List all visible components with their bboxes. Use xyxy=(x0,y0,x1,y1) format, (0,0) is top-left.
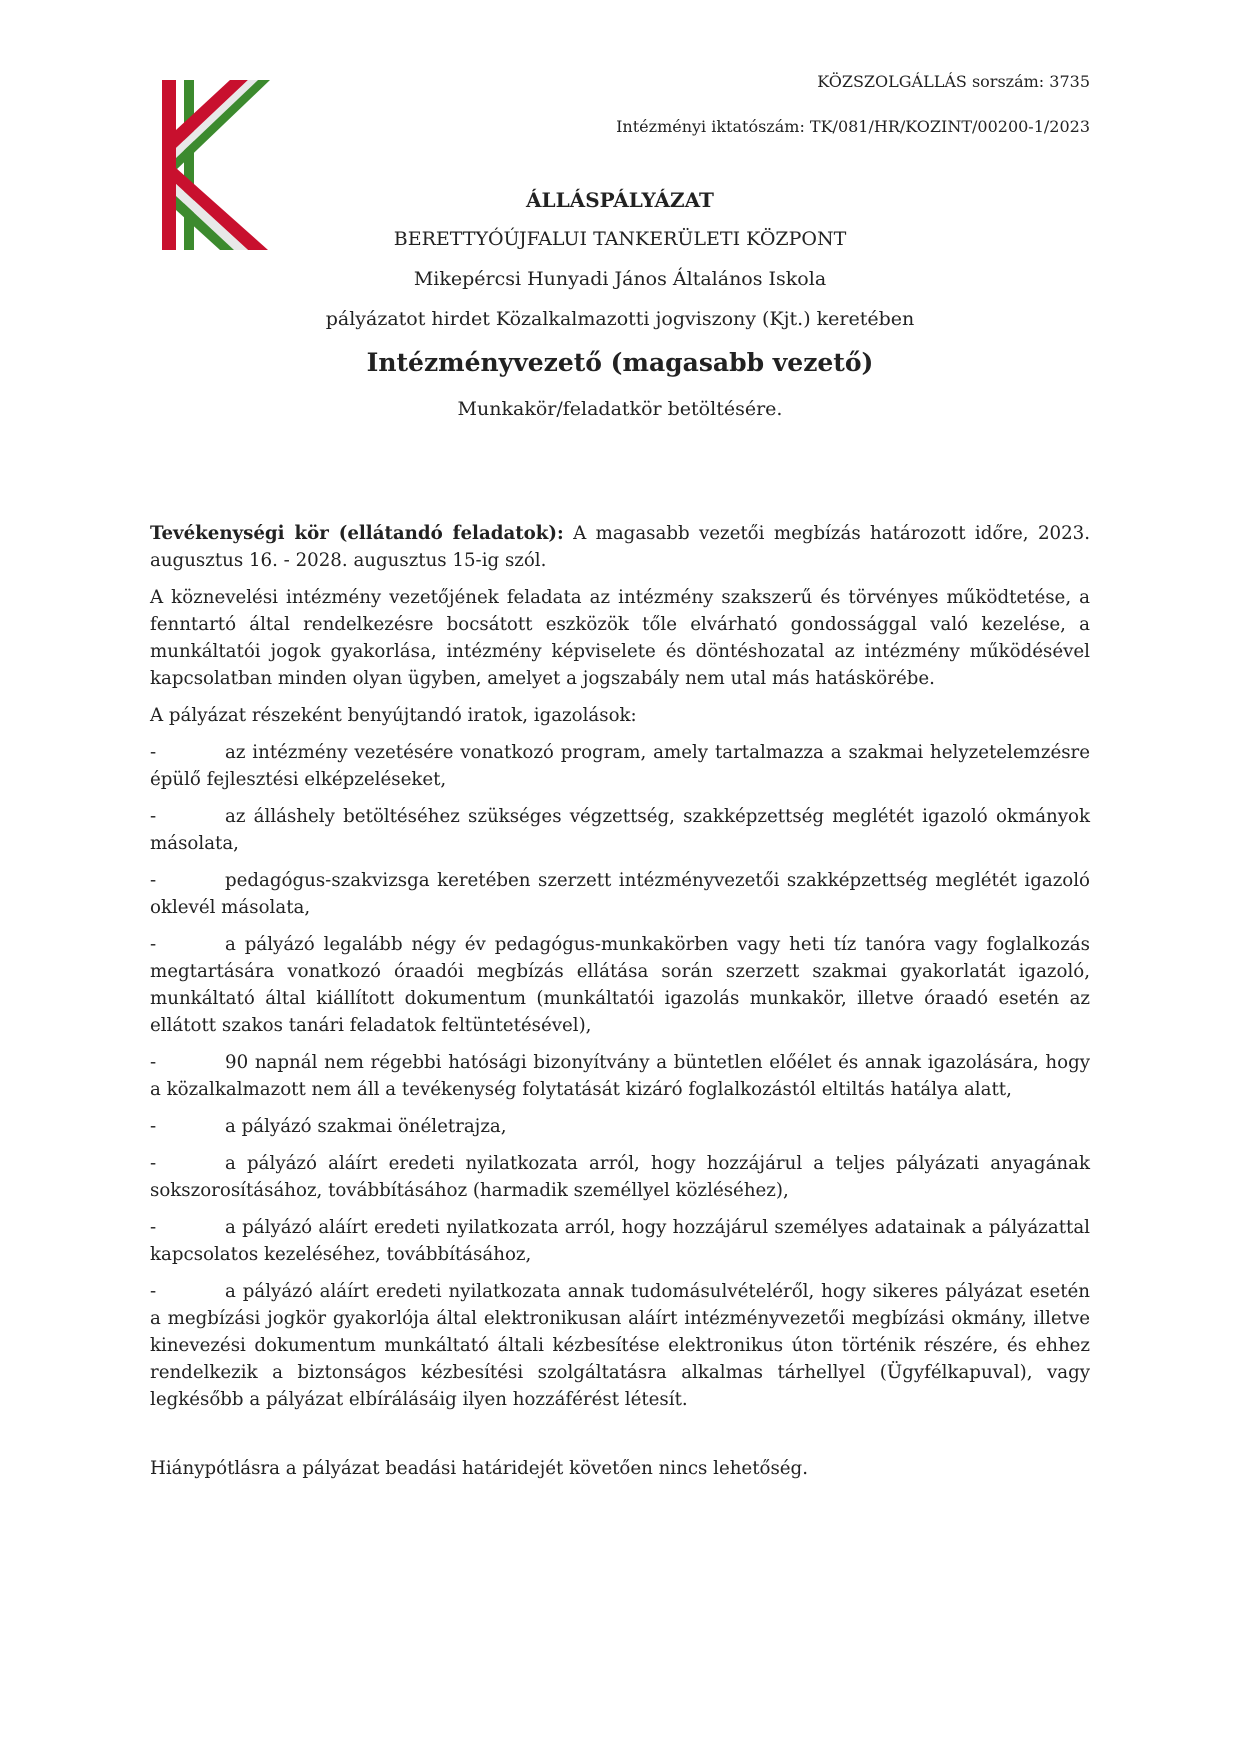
documents-intro: A pályázat részeként benyújtandó iratok, igazolások: xyxy=(150,705,637,726)
scope-text: A magasabb vezetői megbízás határozott időre, 2023. augusztus 16. - 2028. augusztus 15-ig szól. xyxy=(150,523,1091,571)
closing-note: Hiánypótlásra a pályázat beadási határidejét követően nincs lehetőség. xyxy=(150,1458,808,1479)
document-item xyxy=(150,739,1090,793)
document-item xyxy=(150,1049,1090,1103)
document-item xyxy=(150,1214,1090,1268)
position-subtitle: Munkakör/feladatkör betöltésére. xyxy=(457,398,783,420)
list-dash: - xyxy=(150,1217,157,1238)
institution-reference: Intézményi iktatószám: TK/081/HR/KOZINT/00200-1/2023 xyxy=(616,117,1090,136)
announcement-line: pályázatot hirdet Közalkalmazotti jogviszony (Kjt.) keretében xyxy=(325,308,915,330)
document-item-text: 90 napnál nem régebbi hatósági bizonyítvány a büntetlen előélet és annak igazolására, hogy a közalkalmazott nem áll a tevékenység folytatását kizáró foglalkozástól eltiltás hatálya alatt, xyxy=(150,1052,1090,1100)
scope-paragraph xyxy=(150,520,1090,574)
list-dash: - xyxy=(150,1052,157,1073)
document-title: ÁLLÁSPÁLYÁZAT xyxy=(526,188,714,212)
list-dash: - xyxy=(150,1116,157,1137)
organization-name: BERETTYÓÚJFALUI TANKERÜLETI KÖZPONT xyxy=(393,228,847,250)
scope-label: Tevékenységi kör (ellátandó feladatok): xyxy=(150,523,564,544)
tankerulet-k-logo-icon xyxy=(150,80,270,250)
document-item xyxy=(150,1150,1090,1204)
document-item-text: az intézmény vezetésére vonatkozó program, amely tartalmazza a szakmai helyzetelemzésre épülő fejlesztési elképzeléseket, xyxy=(150,742,1090,790)
document-body xyxy=(150,520,1090,1492)
document-item xyxy=(150,1278,1090,1413)
list-dash: - xyxy=(150,742,157,763)
list-dash: - xyxy=(150,934,157,955)
document-item-text: a pályázó aláírt eredeti nyilatkozata arról, hogy hozzájárul személyes adatainak a pályázattal kapcsolatos kezeléséhez, továbbításához, xyxy=(150,1217,1090,1265)
document-item-text: az álláshely betöltéséhez szükséges végzettség, szakképzettség meglétét igazoló okmányok másolata, xyxy=(150,806,1090,854)
position-title: Intézményvezető (magasabb vezető) xyxy=(366,348,874,377)
list-dash: - xyxy=(150,806,157,827)
service-number: KÖZSZOLGÁLLÁS sorszám: 3735 xyxy=(817,72,1090,91)
document-item xyxy=(150,931,1090,1039)
document-item-text: a pályázó szakmai önéletrajza, xyxy=(225,1116,507,1137)
document-item-text: a pályázó aláírt eredeti nyilatkozata arról, hogy hozzájárul a teljes pályázati anyagának sokszorosításához, továbbításához (harmadik személlyel közléséhez), xyxy=(150,1153,1090,1201)
duties-paragraph: A köznevelési intézmény vezetőjének feladata az intézmény szakszerű és törvényes működtetése, a fenntartó által rendelkezésre bocsátott eszközök tőle elvárható gondossággal való kezelése, a munkáltatói jogok gyakorlása, intézmény képviselete és döntéshozatal az intézmény működésével kapcsolatban minden olyan ügyben, amelyet a jogszabály nem utal más hatáskörébe. xyxy=(150,587,1090,689)
document-item xyxy=(150,867,1090,921)
list-dash: - xyxy=(150,1153,157,1174)
document-item-text: a pályázó aláírt eredeti nyilatkozata annak tudomásulvételéről, hogy sikeres pályázat esetén a megbízási jogkör gyakorlója által elektronikusan aláírt intézményvezetői megbízási okmány, illetve kinevezési dokumentum munkáltató általi kézbesítése elektronikus úton történik részére, és ehhez rendelkezik a biztonságos kézbesítési szolgáltatásra alkalmas tárhellyel (Ügyfélkapuval), vagy legkésőbb a pályázat elbírálásáig ilyen hozzáférést létesít. xyxy=(150,1281,1090,1410)
document-item xyxy=(150,803,1090,857)
list-dash: - xyxy=(150,870,157,891)
document-item-text: a pályázó legalább négy év pedagógus-munkakörben vagy heti tíz tanóra vagy foglalkozás megtartására vonatkozó óraadói megbízás ellátása során szerzett szakmai gyakorlatát igazoló, munkáltató által kiállított dokumentum (munkáltatói igazolás munkakör, illetve óraadó esetén az ellátott szakos tanári feladatok feltüntetésével), xyxy=(150,934,1090,1036)
document-item-text: pedagógus-szakvizsga keretében szerzett intézményvezetői szakképzettség meglétét igazoló oklevél másolata, xyxy=(150,870,1090,918)
school-name: Mikepércsi Hunyadi János Általános Iskola xyxy=(413,268,827,290)
list-dash: - xyxy=(150,1281,157,1302)
document-item xyxy=(150,1113,1090,1140)
